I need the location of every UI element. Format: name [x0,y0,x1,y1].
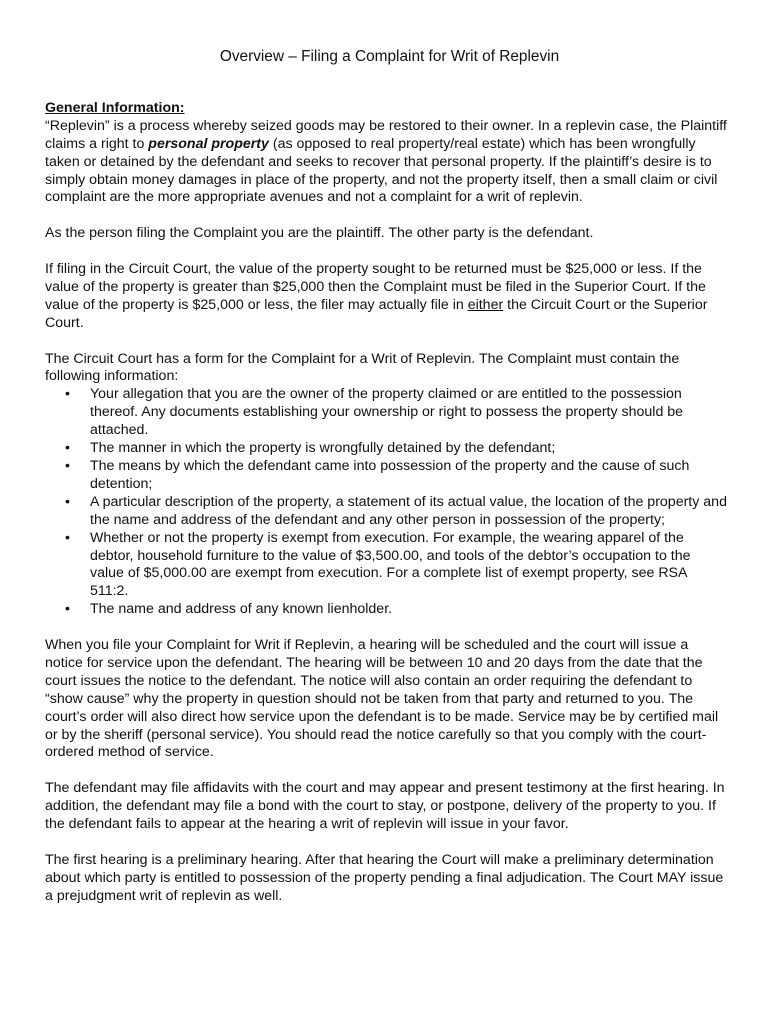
circuit-text-start: If filing in the Circuit Court, the value of the property sought to be returned must be $25,000 or less. If the value of the property is greater than $25,000 then the Complaint must be filed in the Superior Court. If the value of the property is $25,000 or less, the filer may actually file in [45,261,706,313]
intro-text-end: (as opposed to real property/real estate) which has been wrongfully taken or detained by the defendant and seeks to recover that personal property. If the plaintiff’s desire is to simply obtain money damages in place of the property, and not the property itself, then a small claim or civil complaint are the more appropriate avenues and not a complaint for a writ of replevin. [45,135,718,206]
circuit-text-end: the Circuit Court or the Superior Court. [45,296,708,331]
hearing-paragraph: When you file your Complaint for Writ if Replevin, a hearing will be scheduled and the court will issue a notice for service upon the defendant. The hearing will be between 10 and 20 days from the date that the court issues the notice to the defendant. The notice will also contain an order requiring the defendant to “show cause” why the property in question should not be taken from that party and returned to you. The court’s order will also direct how service upon the defendant is to be made. Service may be by certified mail or by the sheriff (personal service). You should read the notice carefully so that you comply with the court-ordered method of service. [45,637,719,761]
list-item: • A particular description of the property, a statement of its actual value, the location of the property and the name and address of the defendant and any other person in possession of the property; [90,494,728,530]
list-item: • The name and address of any known lienholder. [90,601,728,619]
preliminary-hearing-paragraph: The first hearing is a preliminary hearing. After that hearing the Court will make a preliminary determination about which party is entitled to possession of the property pending a final adjudication. The Court MAY issue a prejudgment writ of replevin as well. [45,851,724,904]
affidavits-paragraph: The defendant may file affidavits with the court and may appear and present testimony at the first hearing. In addition, the defendant may file a bond with the court to stay, or postpone, delivery of the property to you. If the defendant fails to appear at the hearing a writ of replevin will issue in your favor. [45,780,725,833]
underlined-either: either [467,296,504,313]
intro-text-start: “Replevin” is a process whereby seized goods may be restored to their owner. In a replevin case, the Plaintiff claims a right to [45,117,727,152]
list-item: • Whether or not the property is exempt from execution. For example, the wearing apparel of the debtor, household furniture to the value of $3,500.00, and tools of the debtor’s occupation to the value of $5,000.00 are exempt from execution. For a complete list of exempt property, see RSA 511:2. [90,530,728,602]
requirements-list [45,386,728,619]
plaintiff-paragraph: As the person filing the Complaint you are the plaintiff. The other party is the defendant. [45,225,594,242]
list-item: • Your allegation that you are the owner of the property claimed or are entitled to the possession thereof. Any documents establishing your ownership or right to possess the property should be attached. [90,386,728,440]
circuit-court-paragraph [45,261,728,333]
list-item: • The manner in which the property is wrongfully detained by the defendant; [90,440,728,458]
page-title: Overview – Filing a Complaint for Writ of Replevin [219,48,560,65]
form-intro-paragraph: The Circuit Court has a form for the Complaint for a Writ of Replevin. The Complaint must contain the following information: [45,350,680,385]
list-item: • The means by which the defendant came into possession of the property and the cause of such detention; [90,458,728,494]
emphasis-personal-property: personal property [148,135,269,152]
section-heading: General Information: [45,99,185,116]
general-information-section [45,100,728,207]
